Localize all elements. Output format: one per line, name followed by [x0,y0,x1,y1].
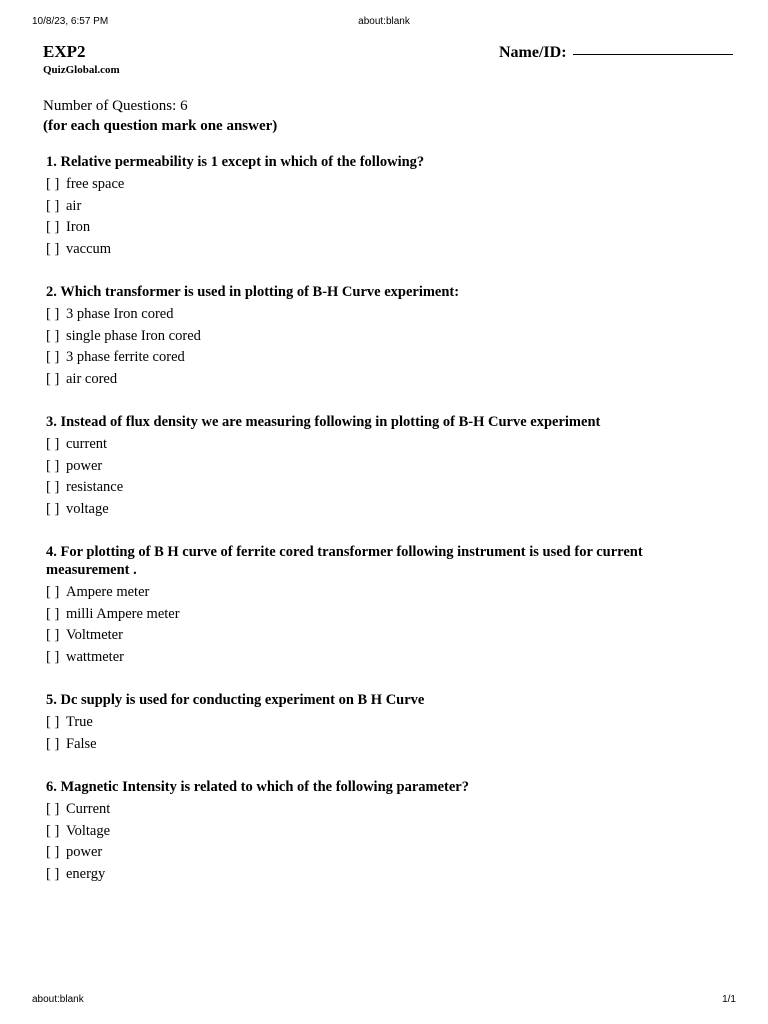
answer-checkbox: [ ] [46,801,60,817]
quiz-meta [43,96,743,136]
answer-checkbox: [ ] [46,844,60,860]
instructions: (for each question mark one answer) [43,118,278,134]
answer-option [46,174,726,196]
page-number: 1/1 [722,994,736,1005]
answer-option [46,434,726,456]
answer-option [46,712,726,734]
answer-checkbox: [ ] [46,714,60,730]
answer-checkbox: [ ] [46,219,60,235]
answer-option-label: Iron [66,219,91,235]
name-id-label: Name/ID: [499,44,567,61]
answer-option-label: Ampere meter [66,584,150,600]
answer-option [46,239,726,261]
answer-option [46,864,726,886]
question-1 [46,153,726,260]
answer-option [46,604,726,626]
answer-option-label: Voltmeter [66,627,123,643]
answer-option-label: power [66,844,103,860]
answer-option-label: vaccum [66,240,112,257]
answer-option-label: Current [66,801,111,817]
answer-option-label: energy [66,865,106,882]
answer-checkbox: [ ] [46,240,60,257]
answer-option [46,842,726,864]
answer-option [46,582,726,604]
answer-option-label: free space [66,176,125,192]
answer-option-label: current [66,436,108,452]
answer-option [46,217,726,239]
answer-checkbox: [ ] [46,627,60,643]
question-list [46,153,726,908]
answer-option-label: 3 phase Iron cored [66,306,174,322]
answer-checkbox: [ ] [46,479,60,495]
answer-checkbox: [ ] [46,605,60,622]
question-text: 5. Dc supply is used for conducting experiment on B H Curve [46,692,425,708]
answer-option [46,499,726,521]
print-page-url: about:blank [358,16,410,27]
quiz-title: EXP2 [43,42,86,61]
answer-checkbox: [ ] [46,735,60,752]
answer-option [46,477,726,499]
answer-option [46,369,726,391]
question-text: 2. Which transformer is used in plotting of B-H Curve experiment: [46,284,460,300]
answer-option [46,625,726,647]
answer-option [46,734,726,756]
answer-checkbox: [ ] [46,822,60,839]
question-text: 4. For plotting of B H curve of ferrite cored transformer following instrument is used for current measurement . [46,544,643,578]
answer-option-label: air [66,197,82,214]
answer-option-label: air cored [66,370,118,387]
answer-checkbox: [ ] [46,500,60,517]
answer-checkbox: [ ] [46,370,60,387]
answer-option-label: resistance [66,479,124,495]
question-text: 1. Relative permeability is 1 except in which of the following? [46,154,425,170]
answer-option-label: wattmeter [66,648,124,665]
print-datetime: 10/8/23, 6:57 PM [32,16,109,27]
question-text: 3. Instead of flux density we are measuring following in plotting of B-H Curve experiment [46,414,601,430]
answer-option [46,196,726,218]
answer-option [46,799,726,821]
name-id-blank-line [573,54,733,55]
question-4 [46,543,726,668]
question-count: Number of Questions: 6 [43,98,188,114]
question-2 [46,283,726,390]
answer-option-label: power [66,457,103,474]
print-footer [0,994,768,1010]
answer-checkbox: [ ] [46,457,60,474]
answer-checkbox: [ ] [46,176,60,192]
site-name: QuizGlobal.com [43,64,120,76]
answer-checkbox: [ ] [46,349,60,365]
question-3 [46,413,726,520]
answer-checkbox: [ ] [46,197,60,214]
print-header [0,16,768,32]
footer-page-url: about:blank [32,994,84,1005]
name-id-field [499,44,733,62]
answer-option-label: 3 phase ferrite cored [66,349,185,365]
answer-option [46,304,726,326]
answer-checkbox: [ ] [46,306,60,322]
question-6 [46,778,726,885]
answer-option-label: voltage [66,500,109,517]
answer-checkbox: [ ] [46,584,60,600]
answer-option [46,347,726,369]
answer-option [46,821,726,843]
answer-checkbox: [ ] [46,648,60,665]
question-5 [46,691,726,755]
question-text: 6. Magnetic Intensity is related to which of the following parameter? [46,779,469,795]
answer-checkbox: [ ] [46,436,60,452]
answer-option [46,647,726,669]
answer-option [46,326,726,348]
answer-option-label: single phase Iron cored [66,327,201,344]
answer-checkbox: [ ] [46,865,60,882]
answer-option [46,456,726,478]
answer-option-label: milli Ampere meter [66,605,180,622]
answer-checkbox: [ ] [46,327,60,344]
answer-option-label: False [66,735,97,752]
answer-option-label: Voltage [66,822,111,839]
answer-option-label: True [66,714,93,730]
